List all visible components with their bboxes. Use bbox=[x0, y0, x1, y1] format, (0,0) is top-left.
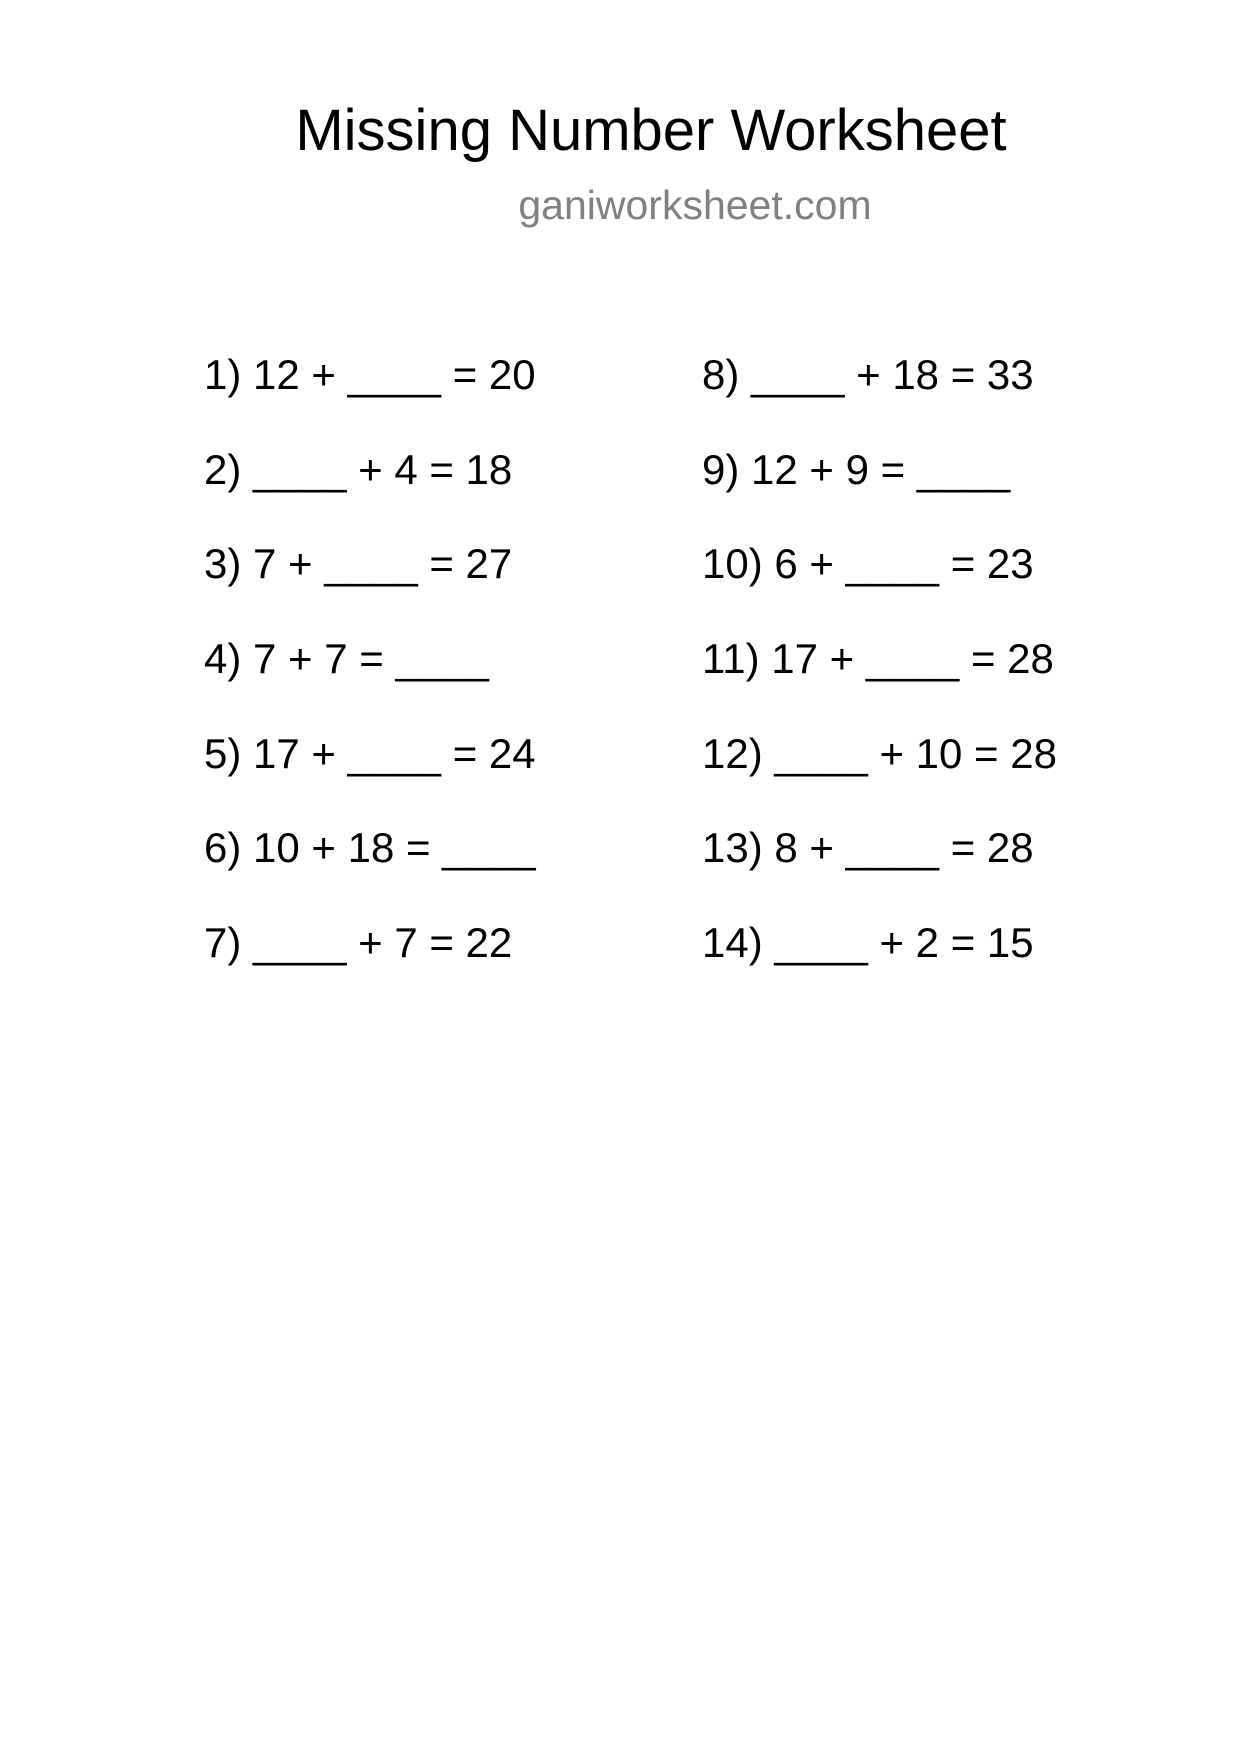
problem-2: 2) ____ + 4 = 18 bbox=[204, 445, 513, 493]
problem-14: 14) ____ + 2 = 15 bbox=[702, 919, 1034, 967]
problem-11: 11) 17 + ____ = 28 bbox=[702, 635, 1054, 683]
worksheet-website: ganiworksheet.com bbox=[518, 182, 872, 228]
problem-8: 8) ____ + 18 = 33 bbox=[702, 351, 1034, 398]
problem-10: 10) 6 + ____ = 23 bbox=[702, 540, 1034, 588]
worksheet-title: Missing Number Worksheet bbox=[295, 98, 1007, 163]
problem-9: 9) 12 + 9 = ____ bbox=[702, 445, 1011, 493]
problem-3: 3) 7 + ____ = 27 bbox=[204, 540, 513, 588]
problem-12: 12) ____ + 10 = 28 bbox=[702, 729, 1057, 777]
problem-13: 13) 8 + ____ = 28 bbox=[702, 824, 1034, 872]
problem-7: 7) ____ + 7 = 22 bbox=[204, 919, 513, 967]
problem-6: 6) 10 + 18 = ____ bbox=[204, 824, 536, 872]
problem-5: 5) 17 + ____ = 24 bbox=[204, 729, 536, 777]
problem-4: 4) 7 + 7 = ____ bbox=[204, 635, 489, 683]
problems-left-column bbox=[204, 349, 536, 1012]
problems-right-column bbox=[702, 349, 1057, 1012]
problem-1: 1) 12 + ____ = 20 bbox=[204, 351, 536, 398]
